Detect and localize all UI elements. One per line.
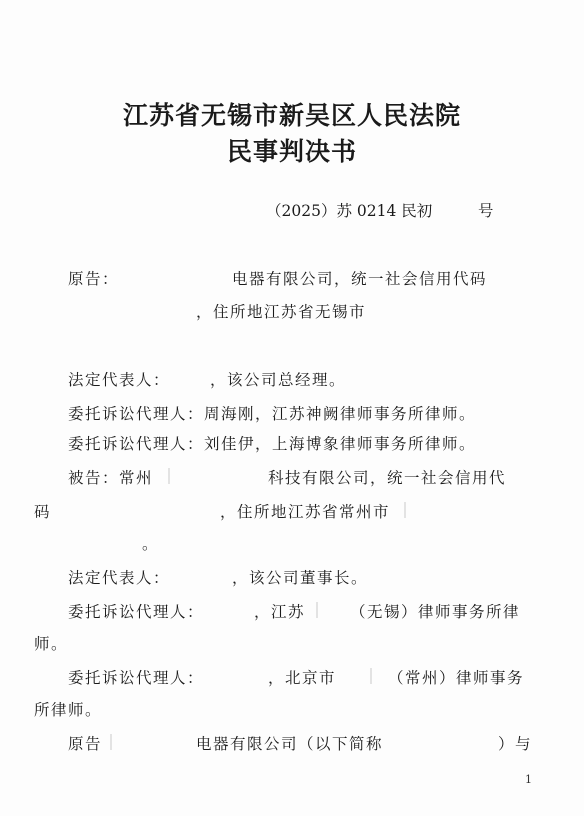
plaintiff-label: 原告： (68, 270, 120, 288)
plaintiff-address: ，住所地江苏省无锡市 (196, 303, 367, 321)
plaintiff-agent1: 委托诉讼代理人：周海刚，江苏神阙律师事务所律师。 (68, 405, 477, 423)
page-number: 1 (525, 773, 532, 786)
defendant-agent2-cont: 所律师。 (34, 701, 103, 719)
redaction-mark (316, 602, 318, 618)
defendant-agent1-cont: 师。 (34, 635, 69, 653)
case-number (266, 199, 494, 221)
court-name: 江苏省无锡市新吴区人民法院 (122, 101, 461, 130)
plaintiff-rep-role: ，该公司总经理。 (210, 371, 347, 389)
redaction-mark (370, 668, 372, 684)
case-number-prefix: （2025）苏 0214 民初 (266, 202, 433, 220)
defendant-agent1-b: （无锡）律师事务所律 (350, 603, 521, 621)
case-number-suffix: 号 (478, 202, 494, 220)
plaintiff-rep-label: 法定代表人： (68, 371, 171, 389)
defendant-agent1-a: ，江苏 (254, 603, 306, 621)
document-type: 民事判决书 (226, 137, 357, 166)
defendant-label: 被告：常州 (68, 469, 154, 487)
redaction-mark (110, 734, 112, 750)
plaintiff-agent2: 委托诉讼代理人：刘佳伊，上海博象律师事务所律师。 (68, 435, 477, 453)
intro-and: ）与 (498, 735, 533, 753)
intro-company: 电器有限公司（以下简称 (196, 735, 384, 753)
defendant-address: ，住所地江苏省常州市 (220, 503, 391, 521)
defendant-agent2-a: ，北京市 (268, 669, 337, 687)
defendant-agent2-label: 委托诉讼代理人： (68, 669, 205, 687)
defendant-rep-role: ，该公司董事长。 (232, 569, 369, 587)
plaintiff-name-tail: 电器有限公司，统一社会信用代码 (232, 270, 488, 288)
defendant-name-tail: 科技有限公司，统一社会信用代 (268, 469, 507, 487)
intro-plaintiff: 原告 (68, 735, 103, 753)
defendant-rep-label: 法定代表人： (68, 569, 171, 587)
redaction-mark (404, 502, 406, 518)
defendant-address-end: 。 (142, 535, 160, 553)
defendant-agent2-b: （常州）律师事务 (388, 669, 525, 687)
redaction-mark (168, 468, 170, 484)
defendant-agent1-label: 委托诉讼代理人： (68, 603, 205, 621)
defendant-code-cont: 码 (34, 503, 52, 521)
